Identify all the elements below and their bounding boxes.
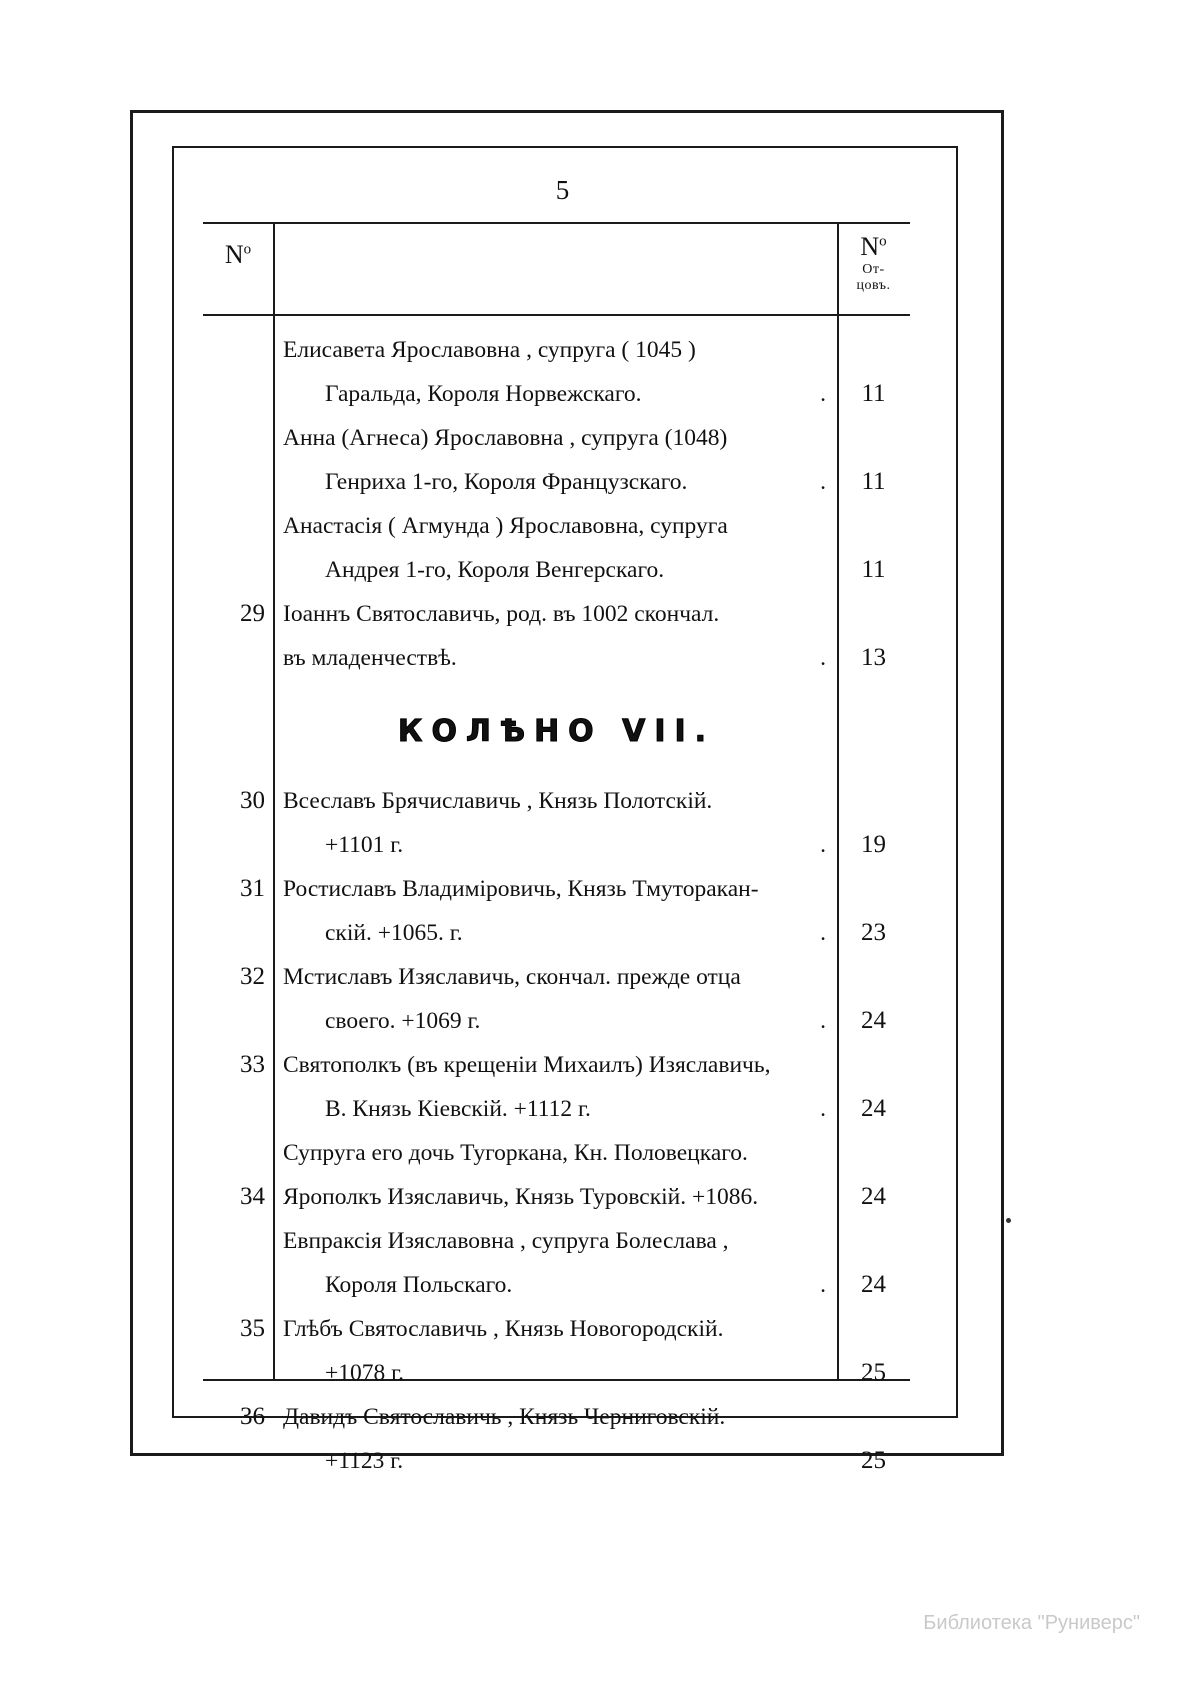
row-fathers-number: 11	[861, 556, 886, 583]
row-fathers-number: 24	[861, 1183, 886, 1210]
column-header-fathers-line2: От-	[862, 261, 885, 277]
row-line: Глѣбъ Святославичь , Князь Новогородскій.	[283, 1316, 724, 1342]
row-line: Іоаннъ Святославичь, род. въ 1002 скончал.	[283, 601, 720, 627]
table-row	[203, 328, 910, 416]
row-line-2: +1123 г.	[325, 1448, 404, 1474]
row-line-2	[283, 1263, 826, 1307]
row-line-2	[283, 372, 826, 416]
table-rule-top	[203, 222, 910, 224]
row-number: 29	[240, 600, 265, 627]
row-text	[283, 504, 826, 592]
column-header-number-label: N	[224, 240, 244, 269]
table-row	[203, 1175, 910, 1219]
row-fathers-number: 24	[861, 1271, 886, 1298]
row-text	[283, 779, 826, 867]
row-text	[283, 592, 826, 680]
row-line: Супруга его дочь Тугоркана, Кн. Половецкаго.	[283, 1140, 748, 1166]
table-row	[203, 592, 910, 680]
row-number: 31	[240, 875, 265, 902]
row-line: Евпраксія Изяславовна , супруга Болеслава ,	[283, 1228, 729, 1254]
row-fathers-number: 24	[861, 1095, 886, 1122]
row-fathers-number: 25	[861, 1359, 886, 1386]
table-row	[203, 1043, 910, 1131]
table-row	[203, 416, 910, 504]
row-number: 30	[240, 787, 265, 814]
table-body	[203, 314, 910, 1483]
library-watermark: Библиотека "Руниверс"	[923, 1612, 1140, 1634]
section-heading: КОЛѢНО VII.	[397, 714, 716, 749]
column-header-number-sup: o	[243, 241, 252, 258]
row-line: Давидъ Святославичь , Князь Черниговскій.	[283, 1404, 726, 1430]
row-line-2	[283, 460, 826, 504]
column-header-number	[203, 240, 273, 270]
row-text	[283, 1307, 826, 1395]
row-line-2: Андрея 1-го, Короля Венгерскаго.	[325, 557, 665, 583]
row-line-2	[283, 636, 826, 680]
row-text	[283, 1175, 826, 1219]
table-row	[203, 1131, 910, 1175]
table-row	[203, 867, 910, 955]
page-number: 5	[555, 175, 571, 205]
row-line-2-text: своего. +1069 г.	[325, 1008, 481, 1034]
row-fathers-number: 25	[861, 1447, 886, 1474]
table-row	[203, 504, 910, 592]
row-dot-leader: .	[820, 381, 826, 407]
row-text	[283, 416, 826, 504]
row-line: Мстиславъ Изяславичь, скончал. прежде отца	[283, 964, 741, 990]
row-line: Святополкъ (въ крещеніи Михаилъ) Изяславичь,	[283, 1052, 771, 1078]
row-text	[283, 867, 826, 955]
row-line-2	[283, 999, 826, 1043]
row-dot-leader: .	[820, 645, 826, 671]
row-line-2	[283, 823, 826, 867]
row-dot-leader: .	[820, 1096, 826, 1122]
column-header-fathers	[837, 232, 910, 294]
row-text	[283, 1219, 826, 1307]
row-line-2-text: въ младенчествѣ.	[283, 645, 457, 671]
row-line-2-text: Гаральда, Короля Норвежскаго.	[325, 381, 642, 407]
row-line: Анна (Агнеса) Ярославовна , супруга (1048)	[283, 425, 728, 451]
row-line: Елисавета Ярославовна , супруга ( 1045 )	[283, 337, 696, 363]
row-line-2-text: Короля Польскаго.	[325, 1272, 513, 1298]
margin-mark	[1006, 1218, 1011, 1223]
row-fathers-number: 24	[861, 1007, 886, 1034]
row-line-2	[283, 911, 826, 955]
row-line-2: +1078 г.	[325, 1360, 404, 1386]
row-number: 35	[240, 1315, 265, 1342]
column-header-fathers-label: N	[860, 232, 880, 261]
row-line-2	[283, 1087, 826, 1131]
row-line: Ярополкъ Изяславичь, Князь Туровскій. +1086.	[283, 1184, 759, 1210]
row-number: 32	[240, 963, 265, 990]
row-number: 33	[240, 1051, 265, 1078]
row-fathers-number: 11	[861, 468, 886, 495]
row-text	[283, 1043, 826, 1131]
row-fathers-number: 23	[861, 919, 886, 946]
row-line: Всеславъ Брячиславичь , Князь Полотскій.	[283, 788, 713, 814]
row-dot-leader: .	[820, 1272, 826, 1298]
column-header-fathers-line3: цовъ.	[856, 277, 891, 293]
table-row	[203, 955, 910, 1043]
row-dot-leader: .	[820, 1008, 826, 1034]
spacer	[203, 314, 910, 328]
row-line-2-text: В. Князь Кіевскій. +1112 г.	[325, 1096, 591, 1122]
row-text	[283, 1131, 826, 1175]
row-dot-leader: .	[820, 920, 826, 946]
table-row	[203, 1219, 910, 1307]
row-text	[283, 328, 826, 416]
row-line: Анастасія ( Агмунда ) Ярославовна, супруга	[283, 513, 728, 539]
column-header-fathers-sup: o	[879, 233, 887, 250]
row-dot-leader: .	[820, 469, 826, 495]
row-text	[283, 1395, 826, 1483]
row-line-2-text: скій. +1065. г.	[325, 920, 463, 946]
table-row	[203, 1307, 910, 1395]
row-fathers-number: 13	[861, 644, 886, 671]
row-text	[283, 955, 826, 1043]
row-dot-leader: .	[820, 832, 826, 858]
row-line: Ростиславъ Владиміровичь, Князь Тмуторакан-	[283, 876, 759, 902]
row-fathers-number: 11	[861, 380, 886, 407]
table-row	[203, 779, 910, 867]
row-fathers-number: 19	[861, 831, 886, 858]
genealogy-table	[203, 222, 910, 1474]
row-number: 34	[240, 1183, 265, 1210]
table-row	[203, 1395, 910, 1483]
row-line-2-text: Генриха 1-го, Короля Французскаго.	[325, 469, 688, 495]
row-number: 36	[240, 1403, 265, 1430]
row-line-2-text: +1101 г.	[325, 832, 404, 858]
